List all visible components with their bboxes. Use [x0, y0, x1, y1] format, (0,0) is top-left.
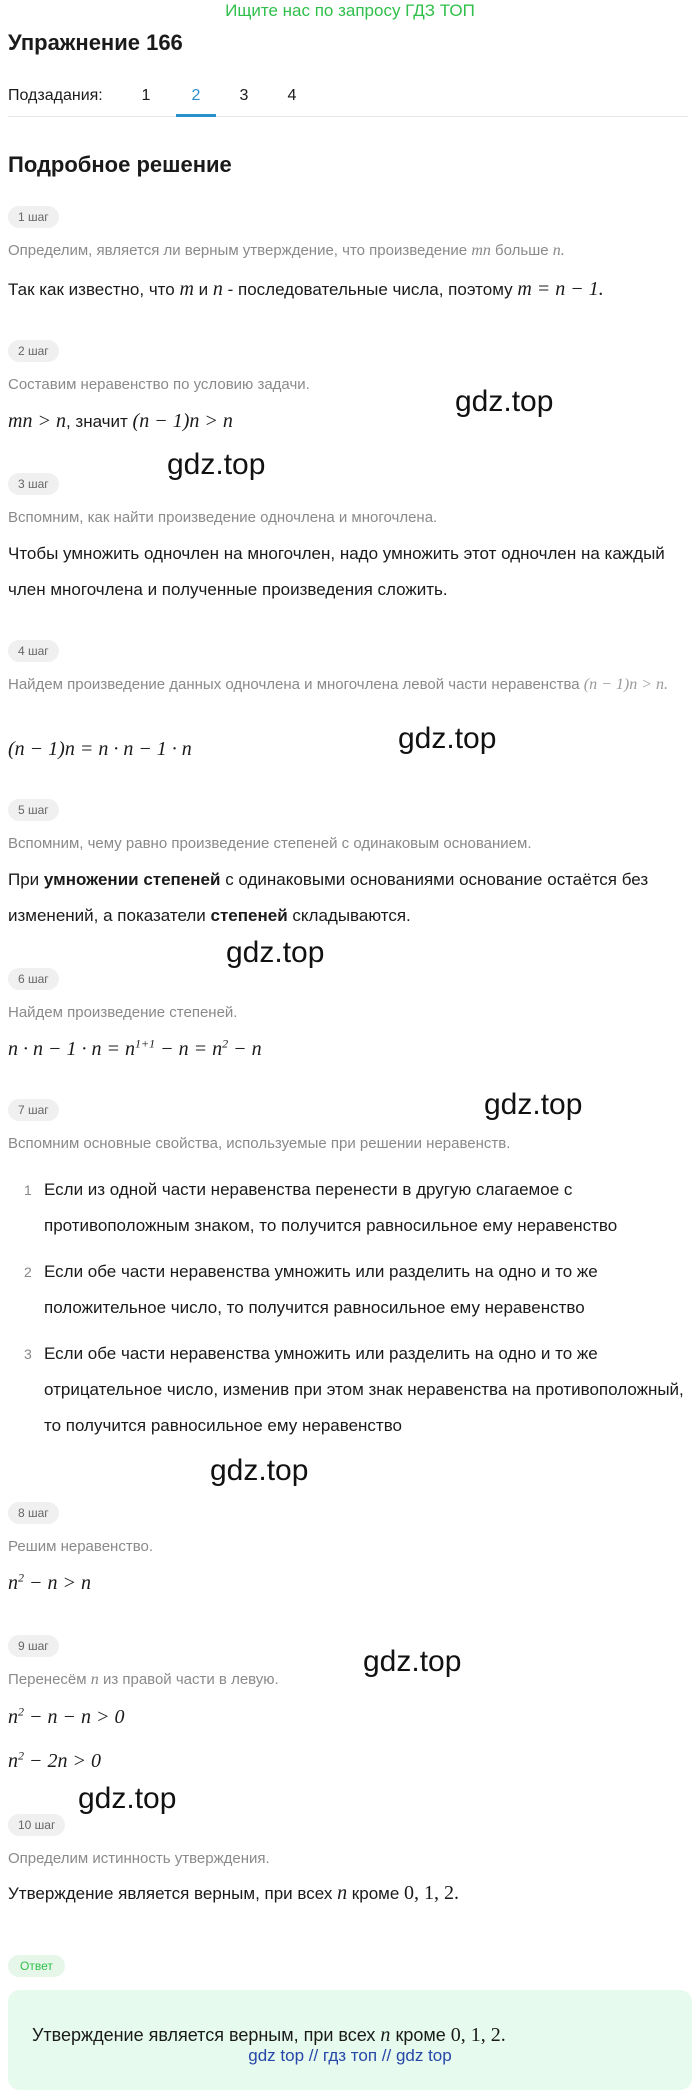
step-formula: mn > n, значит (n − 1)n > n: [8, 410, 233, 432]
step-hint: Найдем произведение данных одночлена и многочлена левой части неравенства (n − 1)n > n.: [8, 676, 669, 693]
subtasks-label: Подзадания:: [8, 87, 103, 104]
page-title: Упражнение 166: [8, 30, 183, 55]
list-number: 1: [24, 1182, 32, 1198]
subtasks-bar: [8, 84, 688, 117]
tab-subtask-1[interactable]: 1: [141, 87, 151, 104]
footer-links[interactable]: gdz top // гдз топ // gdz top: [248, 2046, 452, 2065]
watermark: gdz.top: [226, 936, 325, 969]
solution-heading: Подробное решение: [8, 152, 232, 177]
step-hint: Вспомним основные свойства, используемые при решении неравенств.: [8, 1135, 511, 1152]
watermark: gdz.top: [167, 448, 266, 481]
step-badge: 8 шаг: [8, 1502, 59, 1524]
step-badge: 3 шаг: [8, 473, 59, 495]
watermark: gdz.top: [210, 1454, 309, 1487]
step-badge: 4 шаг: [8, 640, 59, 662]
watermark: gdz.top: [455, 385, 554, 418]
watermark: gdz.top: [363, 1645, 462, 1678]
step-hint: Вспомним, чему равно произведение степеней с одинаковым основанием.: [8, 835, 532, 852]
active-tab-indicator: [176, 114, 216, 117]
step-text: Так как известно, что m и n - последовательные числа, поэтому m = n − 1.: [8, 278, 604, 300]
step-formula: $n^2 - n > n$: [8, 1570, 91, 1594]
watermark: gdz.top: [398, 722, 497, 755]
step-hint: Перенесём n из правой части в левую.: [8, 1671, 279, 1688]
step-badge: 5 шаг: [8, 799, 59, 821]
step-badge: 1 шаг: [8, 206, 59, 228]
step-badge: 6 шаг: [8, 968, 59, 990]
step-hint: Вспомним, как найти произведение одночлена и многочлена.: [8, 509, 438, 526]
answer-text: Утверждение является верным, при всех n кроме 0, 1, 2.: [32, 2024, 506, 2046]
search-banner: Ищите нас по запросу ГДЗ ТОП: [225, 1, 475, 20]
list-number: 3: [24, 1346, 32, 1362]
step-text: При умножении степеней с одинаковыми основаниями основание остаётся без изменений, а показатели степеней складываются.: [8, 870, 649, 925]
watermark: gdz.top: [484, 1088, 583, 1121]
step-formula: (n − 1)n = n · n − 1 · n: [8, 738, 192, 760]
answer-box: [8, 1990, 692, 2090]
step-hint: Определим истинность утверждения.: [8, 1850, 270, 1867]
step-formula: $n^2 - n - n > 0$: [8, 1704, 125, 1728]
step-text: Утверждение является верным, при всех n кроме 0, 1, 2.: [8, 1882, 460, 1904]
step-badge: 7 шаг: [8, 1099, 59, 1121]
step-formula: $n \cdot n - 1 \cdot n = n^{1+1} - n = n^2 - n$: [8, 1036, 262, 1060]
tab-subtask-2[interactable]: 2: [191, 87, 201, 104]
tab-subtask-4[interactable]: 4: [287, 87, 297, 104]
tab-subtask-3[interactable]: 3: [239, 87, 249, 104]
step-hint: Составим неравенство по условию задачи.: [8, 376, 310, 393]
step-formula: $n^2 - 2n > 0$: [8, 1748, 101, 1772]
step-badge: 2 шаг: [8, 340, 59, 362]
list-number: 2: [24, 1264, 32, 1280]
step-hint: Определим, является ли верным утверждение, что произведение mn больше n.: [8, 242, 565, 259]
answer-badge: Ответ: [8, 1955, 65, 1977]
step-hint: Найдем произведение степеней.: [8, 1004, 238, 1021]
step-text: Чтобы умножить одночлен на многочлен, надо умножить этот одночлен на каждый член многочлена и полученные произведения сложить.: [8, 544, 665, 599]
step-badge: 9 шаг: [8, 1635, 59, 1657]
step-badge: 10 шаг: [8, 1814, 65, 1836]
step-hint: Решим неравенство.: [8, 1538, 153, 1555]
watermark: gdz.top: [78, 1782, 177, 1815]
